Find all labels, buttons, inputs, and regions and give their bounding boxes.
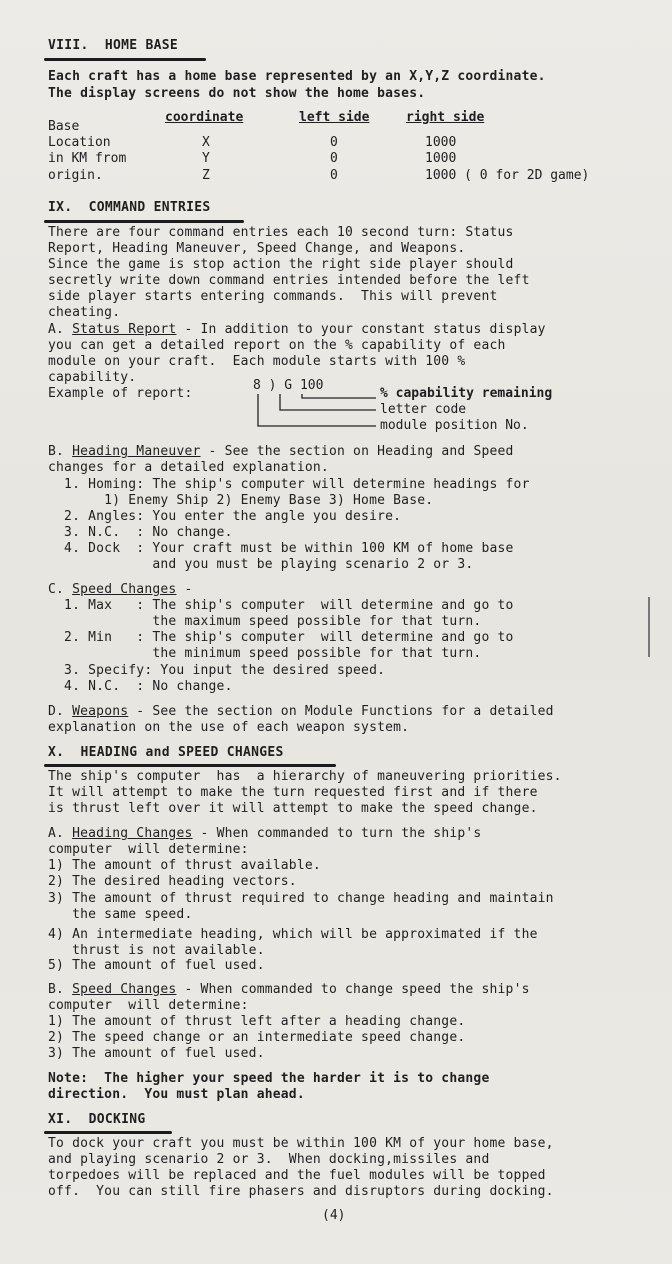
command-intro-1: There are four command entries each 10 second turn: Status: [48, 225, 514, 240]
heading-item-4: 4. Dock : Your craft must be within 100 KM of home base: [48, 541, 514, 556]
weapons-line-1: D. Weapons - See the section on Module Functions for a detailed: [48, 704, 554, 719]
speed-item-2: 2. Min : The ship's computer will determine and go to: [48, 630, 514, 645]
heading-determine-4b: thrust is not available.: [48, 943, 265, 958]
note-2: direction. You must plan ahead.: [48, 1087, 305, 1102]
docking-3: torpedoes will be replaced and the fuel modules will be topped: [48, 1168, 546, 1183]
col-coordinate: coordinate: [165, 110, 244, 125]
right-x: 1000: [425, 135, 457, 150]
heading-item-3: 3. N.C. : No change.: [48, 525, 233, 540]
heading-maneuver-line-2: changes for a detailed explanation.: [48, 460, 329, 475]
command-intro-5: side player starts entering commands. This will prevent: [48, 289, 498, 304]
speed-determine-3: 3) The amount of fuel used.: [48, 1046, 265, 1061]
coord-z: Z: [202, 168, 210, 183]
heading-maneuver-line-1: B. Heading Maneuver - See the section on Heading and Speed: [48, 444, 514, 459]
hierarchy-2: It will attempt to make the turn requested first and if there: [48, 785, 538, 800]
weapons-line-2: explanation on the use of each weapon system.: [48, 720, 410, 735]
heading-determine-3b: the same speed.: [48, 907, 193, 922]
speed-changes-line: C. Speed Changes -: [48, 582, 193, 597]
command-intro-2: Report, Heading Maneuver, Speed Change, and Weapons.: [48, 241, 466, 256]
margin-mark: [648, 597, 650, 657]
row-label-location: Location: [48, 135, 111, 150]
legend-capability: % capability remaining: [380, 386, 553, 401]
status-report-line-2: you can get a detailed report on the % capability of each: [48, 338, 506, 353]
heading-determine-1: 1) The amount of thrust available.: [48, 858, 321, 873]
heading-maneuver-title: Heading Maneuver: [72, 444, 201, 459]
legend-letter-code: letter code: [380, 402, 467, 417]
status-report-title: Status Report: [72, 322, 177, 337]
coord-y: Y: [202, 151, 210, 166]
status-report-line-4: capability.: [48, 370, 137, 385]
hierarchy-1: The ship's computer has a hierarchy of maneuvering priorities.: [48, 769, 562, 784]
row-label-km: in KM from: [48, 151, 127, 166]
status-report-line-3: module on your craft. Each module starts with 100 %: [48, 354, 466, 369]
note-1: Note: The higher your speed the harder it is to change: [48, 1071, 490, 1086]
row-label-base: Base: [48, 119, 80, 134]
heading-changes-line-2: computer will determine:: [48, 842, 249, 857]
heading-changes-line-1: A. Heading Changes - When commanded to turn the ship's: [48, 826, 482, 841]
heading-determine-3: 3) The amount of thrust required to change heading and maintain: [48, 891, 554, 906]
heading-item-4b: and you must be playing scenario 2 or 3.: [48, 557, 474, 572]
heading-determine-2: 2) The desired heading vectors.: [48, 874, 297, 889]
home-base-intro-2: The display screens do not show the home bases.: [48, 86, 426, 101]
docking-4: off. You can still fire phasers and disruptors during docking.: [48, 1184, 554, 1199]
speed-item-2b: the minimum speed possible for that turn.: [48, 646, 482, 661]
speed-item-1: 1. Max : The ship's computer will determine and go to: [48, 598, 514, 613]
command-intro-4: secretly write down command entries intended before the left: [48, 273, 530, 288]
speed-changes-title: Speed Changes: [72, 582, 177, 597]
status-report-line-1: A. Status Report - In addition to your constant status display: [48, 322, 546, 337]
speed-determine-1: 1) The amount of thrust left after a heading change.: [48, 1014, 466, 1029]
section-heading-command-entries: IX. COMMAND ENTRIES: [48, 200, 211, 215]
weapons-title: Weapons: [72, 704, 129, 719]
example-code: 8 ) G 100: [253, 378, 324, 393]
left-y: 0: [330, 151, 338, 166]
docking-1: To dock your craft you must be within 100 KM of your home base,: [48, 1136, 554, 1151]
heading-item-1b: 1) Enemy Ship 2) Enemy Base 3) Home Base.: [48, 493, 434, 508]
left-x: 0: [330, 135, 338, 150]
speed-item-3: 3. Specify: You input the desired speed.: [48, 663, 386, 678]
page-number: (4): [322, 1208, 346, 1223]
heading-changes-title: Heading Changes: [72, 826, 193, 841]
heading-determine-5: 5) The amount of fuel used.: [48, 958, 265, 973]
report-diagram-lines: [250, 392, 380, 432]
heading-determine-4: 4) An intermediate heading, which will be approximated if the: [48, 927, 538, 942]
heading-underline: [44, 58, 206, 61]
hierarchy-3: is thrust left over it will attempt to make the speed change.: [48, 801, 538, 816]
speed-determine-2: 2) The speed change or an intermediate speed change.: [48, 1030, 466, 1045]
col-right-side: right side: [406, 110, 485, 125]
heading-item-1: 1. Homing: The ship's computer will determine headings for: [48, 477, 530, 492]
example-label: Example of report:: [48, 386, 193, 401]
row-label-origin: origin.: [48, 168, 103, 183]
section-heading-home-base: VIII. HOME BASE: [48, 38, 179, 53]
right-z: 1000 ( 0 for 2D game): [425, 168, 590, 183]
speed-change-line-2: computer will determine:: [48, 998, 249, 1013]
home-base-intro-1: Each craft has a home base represented by an X,Y,Z coordinate.: [48, 69, 546, 84]
speed-change-line-1: B. Speed Changes - When commanded to change speed the ship's: [48, 982, 530, 997]
command-intro-3: Since the game is stop action the right side player should: [48, 257, 514, 272]
col-left-side: left side: [299, 110, 370, 125]
heading-underline: [44, 764, 336, 767]
legend-module-position: module position No.: [380, 418, 529, 433]
coord-x: X: [202, 135, 210, 150]
docking-2: and playing scenario 2 or 3. When docking,missiles and: [48, 1152, 490, 1167]
left-z: 0: [330, 168, 338, 183]
speed-item-1b: the maximum speed possible for that turn.: [48, 614, 482, 629]
command-intro-6: cheating.: [48, 305, 121, 320]
heading-underline: [44, 1131, 172, 1134]
right-y: 1000: [425, 151, 457, 166]
section-heading-docking: XI. DOCKING: [48, 1112, 146, 1127]
heading-underline: [44, 220, 244, 223]
heading-item-2: 2. Angles: You enter the angle you desire.: [48, 509, 402, 524]
speed-change-title: Speed Changes: [72, 982, 177, 997]
speed-item-4: 4. N.C. : No change.: [48, 679, 233, 694]
section-heading-heading-speed: X. HEADING and SPEED CHANGES: [48, 745, 284, 760]
